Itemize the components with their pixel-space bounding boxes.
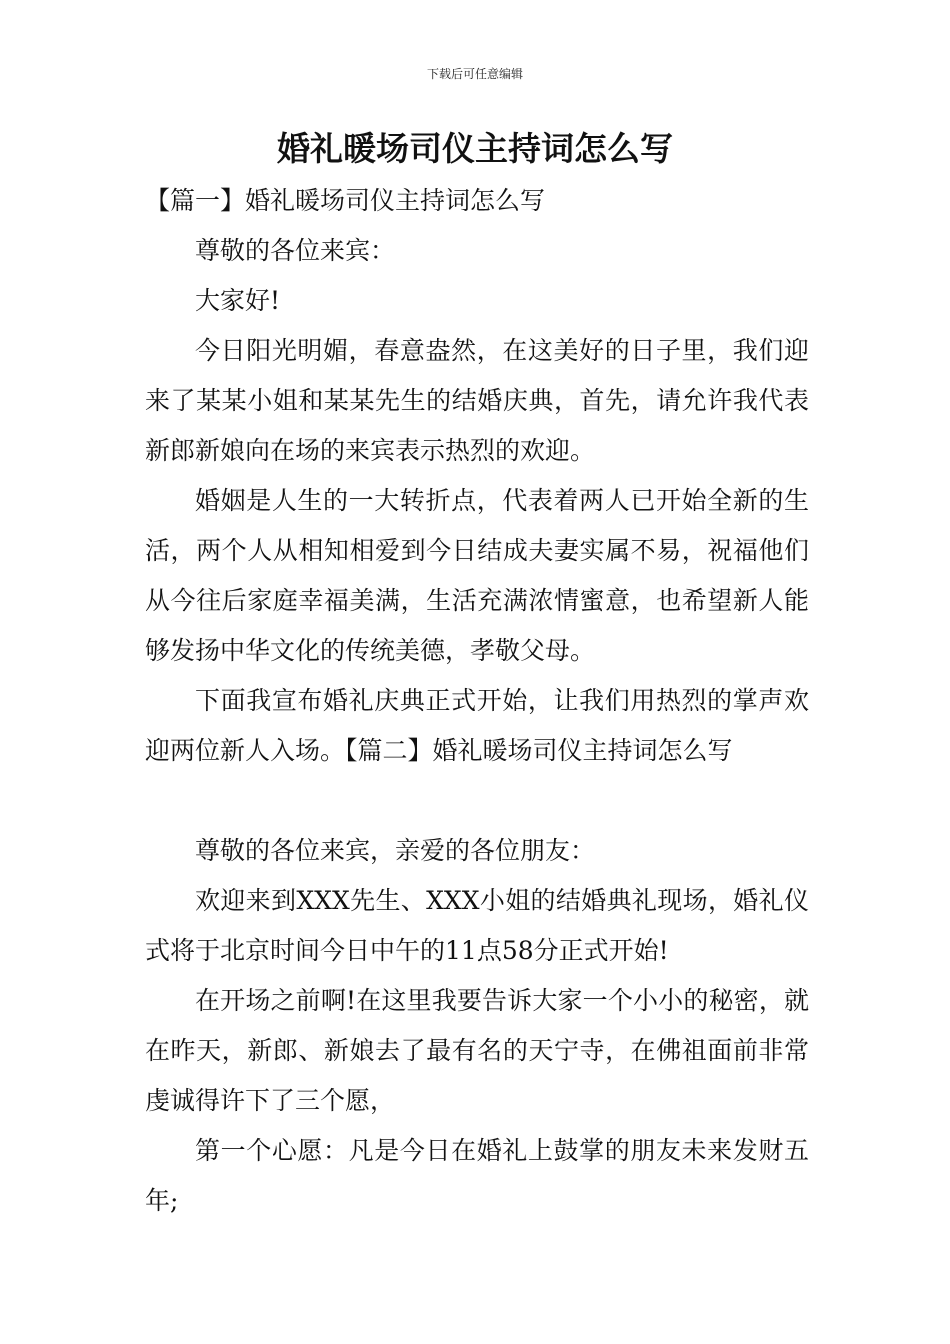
paragraph-greeting: 尊敬的各位来宾： xyxy=(195,236,396,265)
paragraph-greeting-2: 尊敬的各位来宾，亲爱的各位朋友： xyxy=(195,836,596,865)
paragraph: 婚姻是人生的一大转折点，代表着两人已开始全新的生活，两个人从相知相爱到今日结成夫妻实属不易，祝福他们从今往后家庭幸福美满，生活充满浓情蜜意，也希望新人能够发扬中华文化的传统美德，孝敬父母。 xyxy=(145,486,809,665)
paragraph: 欢迎来到XXX先生、XXX小姐的结婚典礼现场，婚礼仪式将于北京时间今日中午的11点58分正式开始! xyxy=(145,886,809,965)
section-heading-1: 【篇一】婚礼暖场司仪主持词怎么写 xyxy=(145,186,546,215)
paragraph: 下面我宣布婚礼庆典正式开始，让我们用热烈的掌声欢迎两位新人入场。【篇二】婚礼暖场司仪主持词怎么写 xyxy=(145,686,809,765)
document-title: 婚礼暖场司仪主持词怎么写 xyxy=(277,129,673,168)
paragraph: 第一个心愿：凡是今日在婚礼上鼓掌的朋友未来发财五年; xyxy=(145,1136,809,1215)
paragraph: 今日阳光明媚，春意盎然，在这美好的日子里，我们迎来了某某小姐和某某先生的结婚庆典，首先，请允许我代表新郎新娘向在场的来宾表示热烈的欢迎。 xyxy=(145,336,809,465)
paragraph-hello: 大家好! xyxy=(195,286,281,315)
header-note: 下载后可任意编辑 xyxy=(426,67,523,81)
paragraph: 在开场之前啊!在这里我要告诉大家一个小小的秘密，就在昨天，新郎、新娘去了最有名的天宁寺，在佛祖面前非常虔诚得许下了三个愿， xyxy=(145,986,809,1115)
document-body xyxy=(145,176,809,1226)
